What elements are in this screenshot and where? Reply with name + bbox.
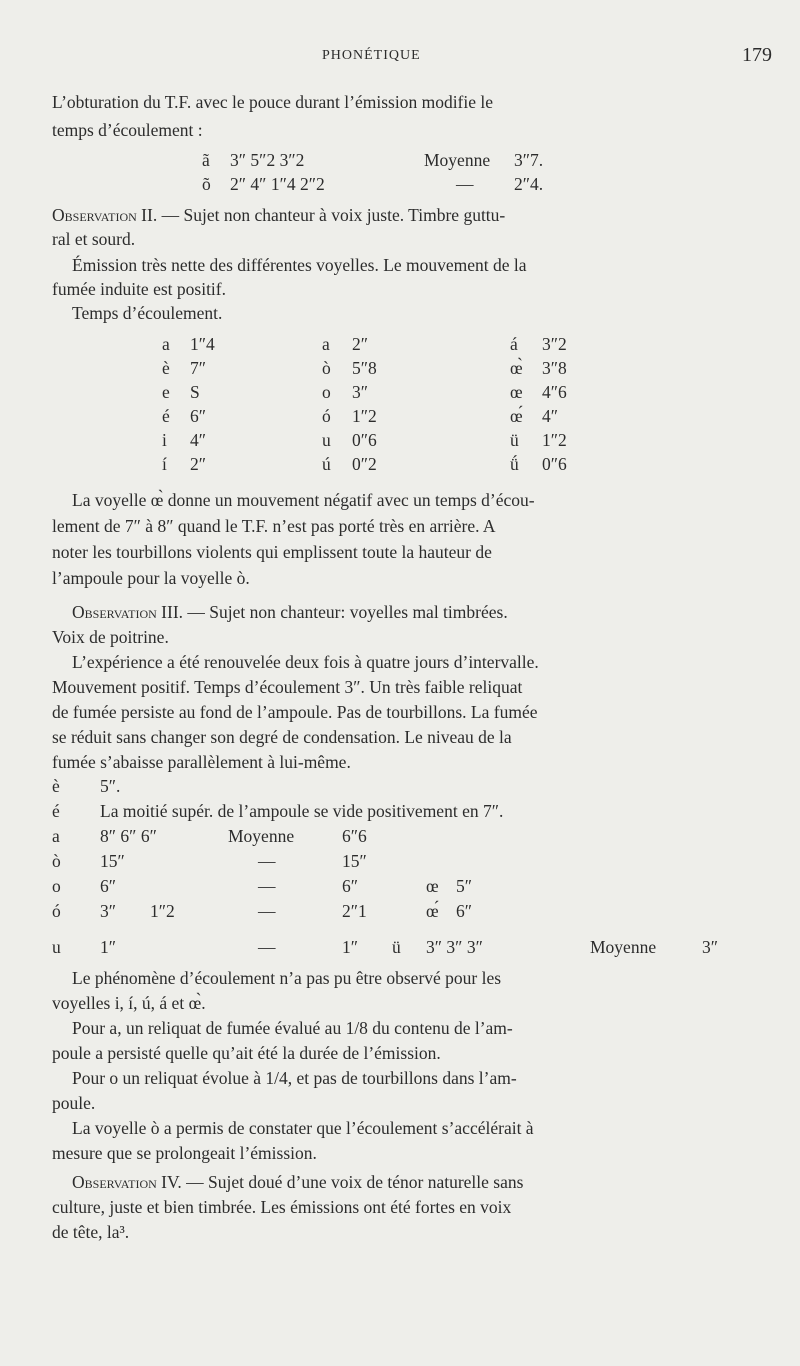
table-vowel: ã [202,150,210,170]
text-line: lement de 7″ à 8″ quand le T.F. n’est pas porté très en arrière. A [52,516,496,536]
table-value: S [190,382,200,402]
table-values: 6″ [100,876,117,896]
table-value: 7″ [190,358,207,378]
observation-heading [72,602,508,622]
table-vowel: œ [426,876,439,896]
table-mean-label: — [258,851,276,871]
table-value: 3″ [352,382,369,402]
table-mean: 2″1 [342,901,367,921]
table-value: 0″2 [352,454,377,474]
table-vowel: œ [510,382,523,402]
observation-heading [52,205,505,225]
table-value: 5″ [456,876,473,896]
table-vowel: a [52,826,60,846]
table-value: 2″ [190,454,207,474]
table-value: 0″6 [542,454,567,474]
table-value: 3″2 [542,334,567,354]
table-vowel: ó [52,901,61,921]
observation-label: Observation II. [52,205,158,225]
table-values: 2″ 4″ 1″4 2″2 [230,174,325,194]
text-run: — Sujet doué d’une voix de ténor naturelle sans [186,1172,524,1192]
table-vowel: ú [322,454,331,474]
table-values: 3″ 3″ 3″ [426,937,483,957]
table-mean: 6″6 [342,826,367,846]
text-line: Temps d’écoulement. [72,303,223,323]
text-line: poule a persisté quelle qu’ait été la durée de l’émission. [52,1043,441,1063]
table-mean-label: — [456,174,474,194]
text-line: La voyelle ò a permis de constater que l’écoulement s’accélérait à [72,1118,534,1138]
text-line: ral et sourd. [52,229,136,249]
table-values: 1″ [100,937,117,957]
table-mean: 1″ [342,937,359,957]
table-value: 3″8 [542,358,567,378]
table-mean-label: — [258,876,276,896]
table-vowel: í [162,454,167,474]
table-value: 4″6 [542,382,567,402]
text-line: temps d’écoulement : [52,120,203,140]
running-title: PHONÉTIQUE [322,48,421,63]
table-value: 1″2 [352,406,377,426]
table-vowel: ò [322,358,331,378]
text-line: fumée induite est positif. [52,279,226,299]
table-vowel: u [52,937,61,957]
table-vowel: ò [52,851,61,871]
text-line: Le phénomène d’écoulement n’a pas pu être observé pour les [72,968,502,988]
table-mean: 3″ [702,937,719,957]
table-value: 6″ [456,901,473,921]
observation-label: Observation IV. [72,1172,182,1192]
text-line: L’expérience a été renouvelée deux fois à quatre jours d’intervalle. [72,652,539,672]
text-line: Émission très nette des différentes voyelles. Le mouvement de la [72,255,527,275]
table-vowel: õ [202,174,211,194]
running-header [52,44,772,70]
text-line: l’ampoule pour la voyelle ò. [52,568,250,588]
table-vowel: ü [510,430,519,450]
table-value: 0″6 [352,430,377,450]
table-vowel: e [162,382,170,402]
table-mean-label: Moyenne [228,826,295,846]
table-values: 1″2 [150,901,175,921]
table-values: 3″ [100,901,117,921]
observation-heading [72,1172,523,1192]
table-value: 1″2 [542,430,567,450]
table-vowel: œ́ [510,406,523,426]
table-vowel: a [162,334,170,354]
table-value: 2″ [352,334,369,354]
table-value: 6″ [190,406,207,426]
text-line: L’obturation du T.F. avec le pouce durant l’émission modifie le [52,92,494,112]
table-vowel: é [52,801,60,821]
table-vowel: è [52,776,60,796]
table-value: 1″4 [190,334,215,354]
text-line: culture, juste et bien timbrée. Les émissions ont été fortes en voix [52,1197,512,1217]
text-line: de tête, la³. [52,1222,130,1242]
table-value: 5″. [100,776,121,796]
table-vowel: a [322,334,330,354]
table-vowel: œ́ [426,901,439,921]
table-note: La moitié supér. de l’ampoule se vide positivement en 7″. [100,801,504,821]
table-mean: 3″7. [514,150,544,170]
table-value: 4″ [542,406,559,426]
table-mean: 15″ [342,851,367,871]
table-vowel: o [52,876,61,896]
text-run: — Sujet non chanteur à voix juste. Timbre guttu- [161,205,506,225]
text-line: se réduit sans changer son degré de condensation. Le niveau de la [52,727,512,747]
table-mean-label: Moyenne [424,150,491,170]
table-vowel: á [510,334,518,354]
table-mean-label: — [258,901,276,921]
table-vowel: é [162,406,170,426]
text-line: noter les tourbillons violents qui emplissent toute la hauteur de [52,542,492,562]
table-vowel: ü [392,937,401,957]
table-mean: 2″4. [514,174,544,194]
text-run: — Sujet non chanteur: voyelles mal timbrées. [187,602,508,622]
text-line: de fumée persiste au fond de l’ampoule. Pas de tourbillons. La fumée [52,702,538,722]
table-vowel: o [322,382,331,402]
table-vowel: è [162,358,170,378]
text-line: fumée s’abaisse parallèlement à lui-même. [52,752,351,772]
table-vowel: ó [322,406,331,426]
text-line: Pour a, un reliquat de fumée évalué au 1/8 du contenu de l’am- [72,1018,513,1038]
text-line: Voix de poitrine. [52,627,169,647]
table-values: 3″ 5″2 3″2 [230,150,305,170]
table-values: 8″ 6″ 6″ [100,826,157,846]
text-line: Pour o un reliquat évolue à 1/4, et pas de tourbillons dans l’am- [72,1068,517,1088]
table-mean-label: Moyenne [590,937,657,957]
table-vowel: i [162,430,167,450]
text-line: voyelles i, í, ú, á et œ̀. [52,993,206,1013]
text-line: La voyelle œ̀ donne un mouvement négatif avec un temps d’écou- [72,490,535,510]
table-value: 5″8 [352,358,377,378]
text-line: Mouvement positif. Temps d’écoulement 3″. Un très faible reliquat [52,677,523,697]
table-value: 4″ [190,430,207,450]
table-mean-label: — [258,937,276,957]
observation-label: Observation III. [72,602,184,622]
text-line: poule. [52,1093,96,1113]
table-mean: 6″ [342,876,359,896]
table-vowel: u [322,430,331,450]
table-vowel: œ̀ [510,358,523,378]
text-line: mesure que se prolongeait l’émission. [52,1143,317,1163]
table-vowel: ǘ [510,454,519,474]
page-number: 179 [742,44,772,66]
table-values: 15″ [100,851,125,871]
